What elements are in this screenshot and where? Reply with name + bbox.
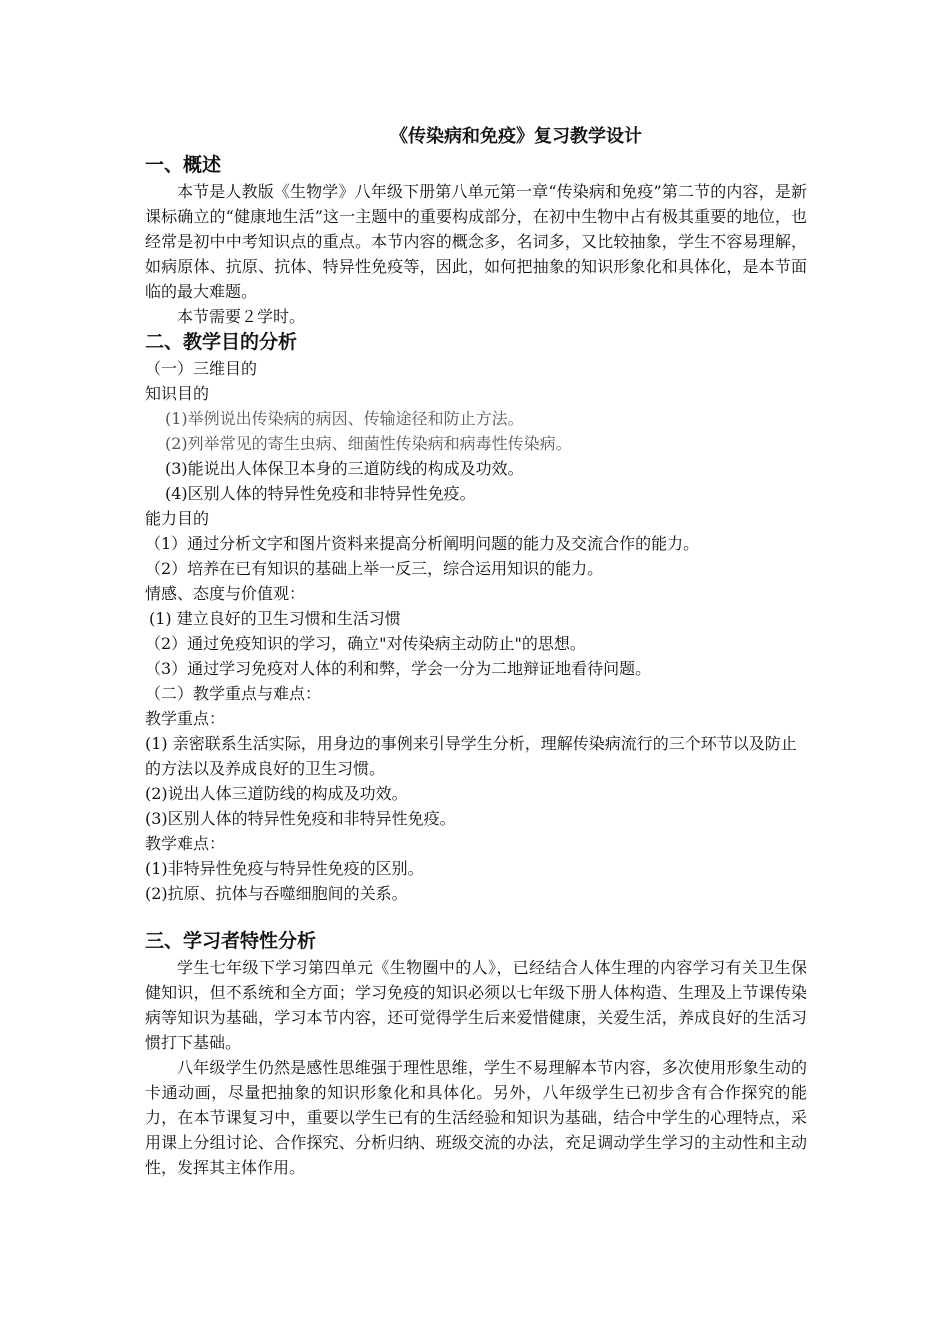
- difficult-point-item: (2)抗原、抗体与吞噬细胞间的关系。: [145, 884, 408, 903]
- emotion-goal-item: (1) 建立良好的卫生习惯和生活习惯: [149, 609, 401, 628]
- class-hours-paragraph: 本节需要２学时。: [177, 307, 306, 326]
- knowledge-goals-label: 知识目的: [145, 384, 210, 403]
- document-page: [145, 122, 807, 1180]
- section-heading-objectives: 二、教学目的分析: [145, 331, 298, 353]
- subheading-three-dimensional-goals: （一）三维目的: [145, 359, 258, 378]
- difficult-point-item: (1)非特异性免疫与特异性免疫的区别。: [145, 859, 424, 878]
- knowledge-goal-item: (4)区别人体的特异性免疫和非特异性免疫。: [165, 484, 476, 503]
- section-spacer: [145, 906, 807, 928]
- knowledge-goal-item: (3)能说出人体保卫本身的三道防线的构成及功效。: [165, 459, 524, 478]
- knowledge-goal-item: (2)列举常见的寄生虫病、细菌性传染病和病毒性传染病。: [165, 434, 572, 453]
- ability-goal-item: （1）通过分析文字和图片资料来提高分析阐明问题的能力及交流合作的能力。: [145, 534, 700, 553]
- emotion-goal-item: （3）通过学习免疫对人体的利和弊，学会一分为二地辩证地看待问题。: [145, 659, 652, 678]
- subheading-key-and-difficult-points: （二）教学重点与难点：: [145, 684, 322, 703]
- emotion-goals-label: 情感、态度与价值观：: [145, 584, 306, 603]
- difficult-points-label: 教学难点：: [145, 834, 226, 853]
- key-point-item: (2)说出人体三道防线的构成及功效。: [145, 784, 408, 803]
- overview-paragraph: 本节是人教版《生物学》八年级下册第八单元第一章“传染病和免疫”第二节的内容，是新课标确立的“健康地生活”这一主题中的重要构成部分，在初中生物中占有极其重要的地位，也经常是初中中考知识点的重点。本节内容的概念多，名词多，又比较抽象，学生不容易理解，如病原体、抗原、抗体、特异性免疫等，因此，如何把抽象的知识形象化和具体化，是本节面临的最大难题。: [145, 182, 807, 301]
- section-heading-learner-analysis: 三、学习者特性分析: [145, 930, 317, 952]
- ability-goals-label: 能力目的: [145, 509, 210, 528]
- key-points-label: 教学重点：: [145, 709, 226, 728]
- section-heading-overview: 一、概述: [145, 154, 222, 176]
- learner-analysis-paragraph: 学生七年级下学习第四单元《生物圈中的人》，已经结合人体生理的内容学习有关卫生保健知识，但不系统和全方面；学习免疫的知识必须以七年级下册人体构造、生理及上节课传染病等知识为基础，学习本节内容，还可觉得学生后来爱惜健康，关爱生活，养成良好的生活习惯打下基础。: [145, 958, 807, 1052]
- knowledge-goal-item: (1)举例说出传染病的病因、传输途径和防止方法。: [165, 409, 524, 428]
- key-point-item: (1) 亲密联系生活实际，用身边的事例来引导学生分析，理解传染病流行的三个环节以及防止的方法以及养成良好的卫生习惯。: [145, 734, 797, 778]
- document-title: 《传染病和免疫》复习教学设计: [390, 126, 642, 147]
- emotion-goal-item: （2）通过免疫知识的学习，确立"对传染病主动防止"的思想。: [145, 634, 586, 653]
- ability-goal-item: （2）培养在已有知识的基础上举一反三，综合运用知识的能力。: [145, 559, 604, 578]
- key-point-item: (3)区别人体的特异性免疫和非特异性免疫。: [145, 809, 456, 828]
- learner-analysis-paragraph: 八年级学生仍然是感性思维强于理性思维，学生不易理解本节内容，多次使用形象生动的卡通动画，尽量把抽象的知识形象化和具体化。另外，八年级学生已初步含有合作探究的能力，在本节课复习中，重要以学生已有的生活经验和知识为基础，结合中学生的心理特点，采用课上分组讨论、合作探究、分析归纳、班级交流的办法，充足调动学生学习的主动性和主动性，发挥其主体作用。: [145, 1058, 807, 1177]
